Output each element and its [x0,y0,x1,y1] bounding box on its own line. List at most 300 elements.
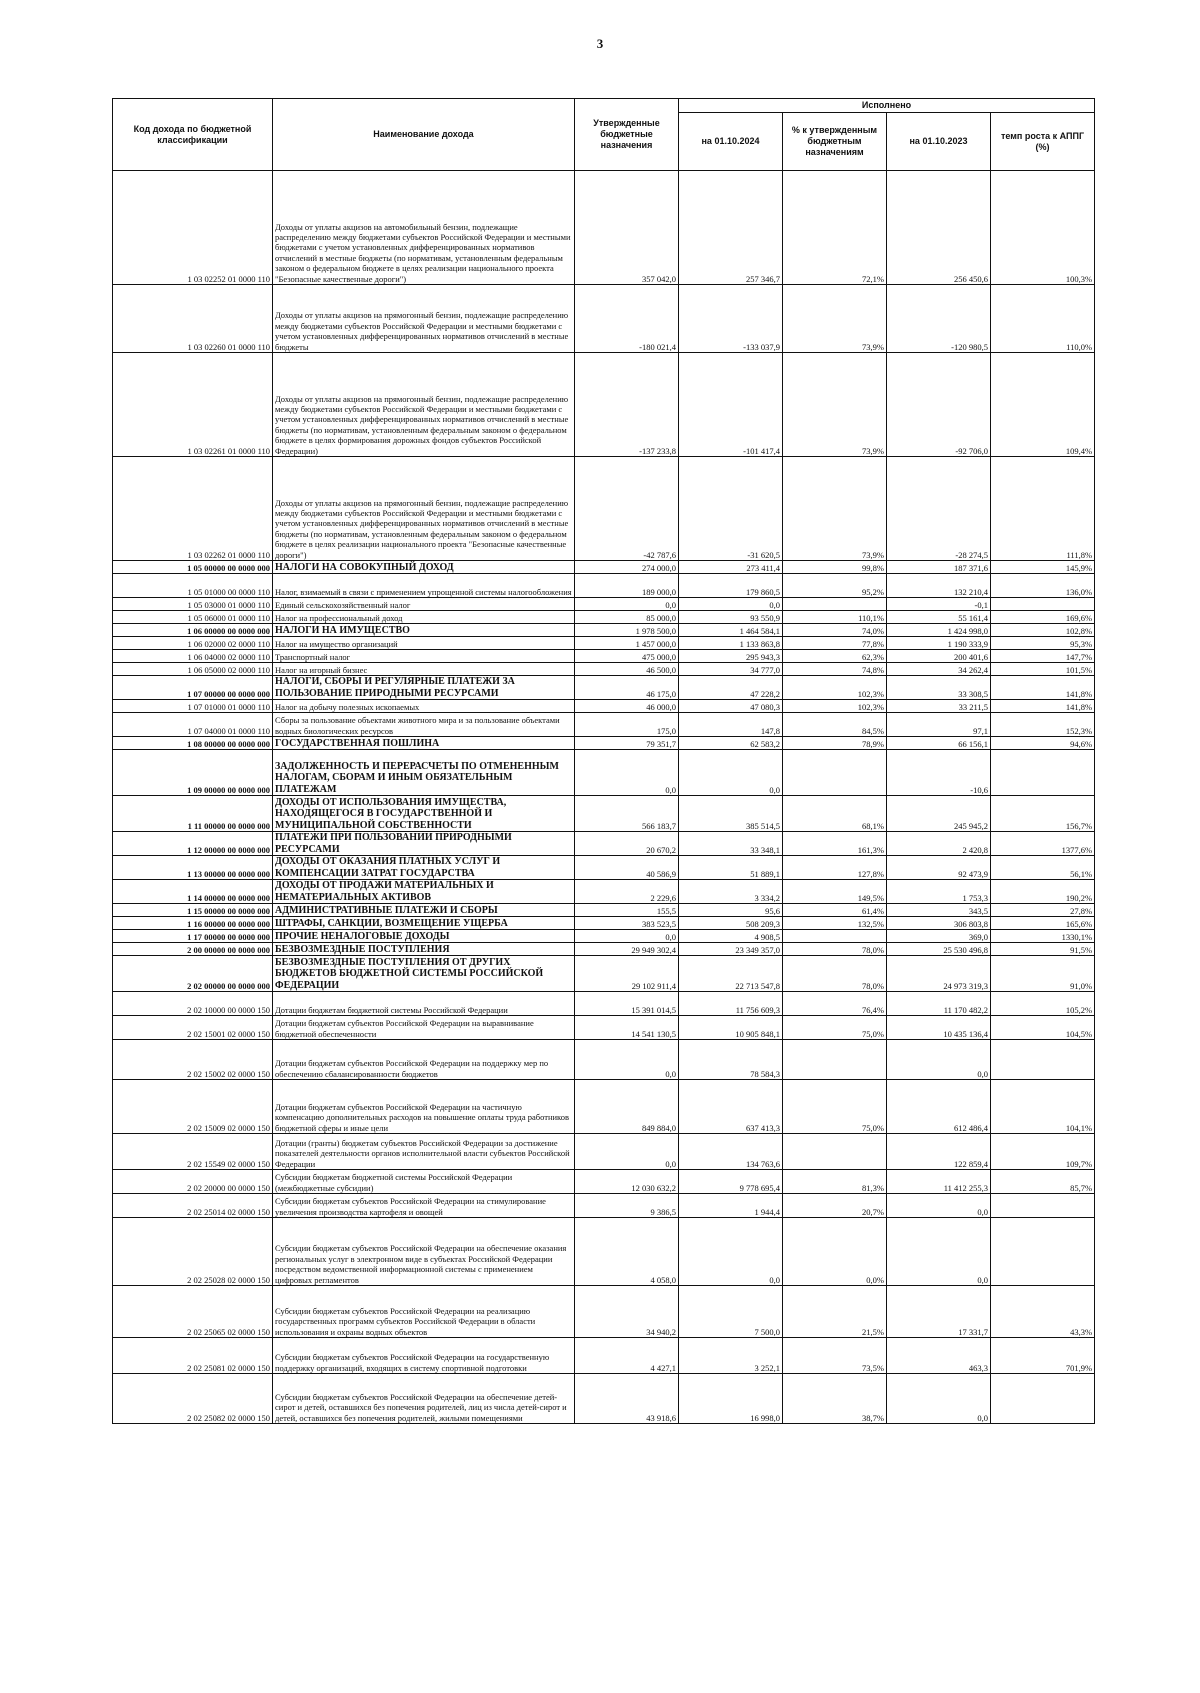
row-approved: 46 175,0 [575,676,679,700]
row-code: 1 05 03000 01 0000 110 [113,598,273,611]
table-row [113,561,1095,574]
row-code: 2 02 25028 02 0000 150 [113,1218,273,1286]
header-code: Код дохода по бюджетной классификации [113,99,273,171]
table-row [113,904,1095,917]
row-approved: 274 000,0 [575,561,679,574]
row-growth: 169,6% [991,611,1095,624]
row-exec-2023: 1 190 333,9 [887,637,991,650]
row-growth: 110,0% [991,285,1095,353]
row-approved: 1 457 000,0 [575,637,679,650]
row-exec-2023: 11 170 482,2 [887,992,991,1016]
row-approved: 0,0 [575,1040,679,1080]
row-exec-2023: -120 980,5 [887,285,991,353]
row-code: 1 15 00000 00 0000 000 [113,904,273,917]
row-code: 2 02 25014 02 0000 150 [113,1194,273,1218]
row-percent: 132,5% [783,917,887,930]
table-row [113,1080,1095,1134]
row-name: Субсидии бюджетам субъектов Российской Федерации на стимулирование увеличения производства картофеля и овощей [273,1194,575,1218]
row-approved: 85 000,0 [575,611,679,624]
row-code: 1 06 02000 02 0000 110 [113,637,273,650]
row-code: 1 06 04000 02 0000 110 [113,650,273,663]
row-name: ПЛАТЕЖИ ПРИ ПОЛЬЗОВАНИИ ПРИРОДНЫМИ РЕСУРСАМИ [273,832,575,856]
row-approved: 1 978 500,0 [575,624,679,637]
table-row [113,285,1095,353]
row-exec-2023: 245 945,2 [887,796,991,832]
row-growth: 156,7% [991,796,1095,832]
table-row [113,750,1095,796]
table-row [113,992,1095,1016]
table-row [113,1338,1095,1374]
row-exec-2023: 24 973 319,3 [887,956,991,992]
row-exec-2023: 369,0 [887,930,991,943]
row-growth: 43,3% [991,1286,1095,1338]
row-name: Доходы от уплаты акцизов на прямогонный бензин, подлежащие распределению между бюджетами субъектов Российской Федерации и местными бюджетами с учетом установленных дифференцированных нормативов отчислений в местные бюджеты [273,285,575,353]
row-exec-2023: 25 530 496,8 [887,943,991,956]
row-approved: 46 000,0 [575,700,679,713]
table-row [113,676,1095,700]
row-approved: 40 586,9 [575,856,679,880]
table-row [113,598,1095,611]
row-exec-2024: -133 037,9 [679,285,783,353]
row-name: Налог на добычу полезных ископаемых [273,700,575,713]
row-approved: 849 884,0 [575,1080,679,1134]
row-percent: 99,8% [783,561,887,574]
row-name: Дотации бюджетам субъектов Российской Федерации на выравнивание бюджетной обеспеченности [273,1016,575,1040]
row-name: Доходы от уплаты акцизов на прямогонный бензин, подлежащие распределению между бюджетами субъектов Российской Федерации и местными бюджетами с учетом установленных дифференцированных нормативов отчислений в местные бюджеты (по нормативам, установленным федеральным законом о федеральном бюджете в целях реализации национального проекта "Безопасные качественные дороги") [273,457,575,561]
row-approved: 14 541 130,5 [575,1016,679,1040]
row-approved: 4 058,0 [575,1218,679,1286]
row-growth: 27,8% [991,904,1095,917]
row-exec-2023: 343,5 [887,904,991,917]
row-code: 2 02 25081 02 0000 150 [113,1338,273,1374]
header-date-2024: на 01.10.2024 [679,113,783,171]
row-percent [783,1040,887,1080]
row-exec-2023: 0,0 [887,1374,991,1424]
row-growth: 111,8% [991,457,1095,561]
row-exec-2024: 4 908,5 [679,930,783,943]
row-growth: 1377,6% [991,832,1095,856]
row-exec-2024: 508 209,3 [679,917,783,930]
row-growth: 100,3% [991,171,1095,285]
row-exec-2024: 51 889,1 [679,856,783,880]
row-exec-2023: 1 424 998,0 [887,624,991,637]
table-row [113,1016,1095,1040]
row-name: Субсидии бюджетам субъектов Российской Федерации на государственную поддержку организаций, входящих в систему спортивной подготовки [273,1338,575,1374]
row-name: Налог на игорный бизнес [273,663,575,676]
row-code: 1 13 00000 00 0000 000 [113,856,273,880]
row-exec-2024: 0,0 [679,1218,783,1286]
table-row [113,1040,1095,1080]
header-growth: темп роста к АППГ (%) [991,113,1095,171]
row-approved: 15 391 014,5 [575,992,679,1016]
table-row [113,663,1095,676]
table-row [113,353,1095,457]
row-exec-2023: 463,3 [887,1338,991,1374]
revenue-table [112,98,1095,1424]
row-code: 2 02 15549 02 0000 150 [113,1134,273,1170]
row-exec-2024: -31 620,5 [679,457,783,561]
row-code: 1 11 00000 00 0000 000 [113,796,273,832]
row-name: Транспортный налог [273,650,575,663]
row-name: НАЛОГИ НА СОВОКУПНЫЙ ДОХОД [273,561,575,574]
row-name: Субсидии бюджетам бюджетной системы Российской Федерации (межбюджетные субсидии) [273,1170,575,1194]
row-code: 2 02 25065 02 0000 150 [113,1286,273,1338]
row-exec-2024: 1 944,4 [679,1194,783,1218]
row-code: 2 02 00000 00 0000 000 [113,956,273,992]
row-name: ДОХОДЫ ОТ ОКАЗАНИЯ ПЛАТНЫХ УСЛУГ И КОМПЕНСАЦИИ ЗАТРАТ ГОСУДАРСТВА [273,856,575,880]
row-name: Доходы от уплаты акцизов на прямогонный бензин, подлежащие распределению между бюджетами субъектов Российской Федерации и местными бюджетами с учетом установленных дифференцированных нормативов отчислений в местные бюджеты (по нормативам, установленным федеральным законом о федеральном бюджете в целях формирования дорожных фондов субъектов Российской Федерации) [273,353,575,457]
row-name: БЕЗВОЗМЕЗДНЫЕ ПОСТУПЛЕНИЯ [273,943,575,956]
row-exec-2024: 23 349 357,0 [679,943,783,956]
row-percent: 110,1% [783,611,887,624]
row-growth: 1330,1% [991,930,1095,943]
row-growth [991,598,1095,611]
row-exec-2023: -10,6 [887,750,991,796]
row-name: АДМИНИСТРАТИВНЫЕ ПЛАТЕЖИ И СБОРЫ [273,904,575,917]
row-approved: 2 229,6 [575,880,679,904]
row-exec-2024: 3 334,2 [679,880,783,904]
row-approved: 12 030 632,2 [575,1170,679,1194]
row-percent [783,598,887,611]
row-growth: 109,7% [991,1134,1095,1170]
row-exec-2024: 10 905 848,1 [679,1016,783,1040]
row-exec-2024: 7 500,0 [679,1286,783,1338]
header-executed: Исполнено [679,99,1095,113]
row-name: БЕЗВОЗМЕЗДНЫЕ ПОСТУПЛЕНИЯ ОТ ДРУГИХ БЮДЖЕТОВ БЮДЖЕТНОЙ СИСТЕМЫ РОССИЙСКОЙ ФЕДЕРАЦИИ [273,956,575,992]
header-approved: Утвержденные бюджетные назначения [575,99,679,171]
row-exec-2023: 55 161,4 [887,611,991,624]
row-percent: 78,0% [783,956,887,992]
table-row [113,856,1095,880]
row-code: 1 03 02260 01 0000 110 [113,285,273,353]
table-row [113,637,1095,650]
table-row [113,1194,1095,1218]
row-growth: 145,9% [991,561,1095,574]
row-growth: 56,1% [991,856,1095,880]
row-percent: 75,0% [783,1080,887,1134]
row-exec-2024: 34 777,0 [679,663,783,676]
row-code: 1 12 00000 00 0000 000 [113,832,273,856]
row-exec-2023: -92 706,0 [887,353,991,457]
row-exec-2024: 78 584,3 [679,1040,783,1080]
row-approved: -42 787,6 [575,457,679,561]
row-exec-2023: 1 753,3 [887,880,991,904]
row-growth: 104,5% [991,1016,1095,1040]
row-name: Налог на имущество организаций [273,637,575,650]
table-row [113,1374,1095,1424]
table-row [113,574,1095,598]
row-exec-2024: 179 860,5 [679,574,783,598]
row-exec-2024: 93 550,9 [679,611,783,624]
table-row [113,917,1095,930]
row-code: 1 16 00000 00 0000 000 [113,917,273,930]
row-exec-2023: 34 262,4 [887,663,991,676]
row-percent: 74,8% [783,663,887,676]
row-growth: 141,8% [991,676,1095,700]
row-exec-2024: 11 756 609,3 [679,992,783,1016]
row-growth: 147,7% [991,650,1095,663]
row-code: 1 14 00000 00 0000 000 [113,880,273,904]
row-code: 1 09 00000 00 0000 000 [113,750,273,796]
row-name: Сборы за пользование объектами животного мира и за пользование объектами водных биологических ресурсов [273,713,575,737]
row-percent: 84,5% [783,713,887,737]
row-growth: 109,4% [991,353,1095,457]
table-row [113,457,1095,561]
row-growth: 136,0% [991,574,1095,598]
row-growth: 94,6% [991,737,1095,750]
row-exec-2024: 33 348,1 [679,832,783,856]
row-exec-2024: 1 464 584,1 [679,624,783,637]
row-growth [991,1040,1095,1080]
row-percent: 78,0% [783,943,887,956]
row-approved: 29 949 302,4 [575,943,679,956]
table-row [113,700,1095,713]
row-exec-2023: -28 274,5 [887,457,991,561]
row-name: Доходы от уплаты акцизов на автомобильный бензин, подлежащие распределению между бюджетами субъектов Российской Федерации и местными бюджетами с учетом установленных дифференцированных нормативов отчислений в местные бюджеты (по нормативам, установленным федеральным законом о федеральном бюджете в целях реализации национального проекта "Безопасные качественные дороги") [273,171,575,285]
row-name: Субсидии бюджетам субъектов Российской Федерации на обеспечение оказания региональных услуг в электронном виде в субъектах Российской Федерации посредством ведомственной информационной системы с применением цифровых регламентов [273,1218,575,1286]
row-percent: 75,0% [783,1016,887,1040]
table-row [113,1170,1095,1194]
row-percent: 161,3% [783,832,887,856]
row-approved: 34 940,2 [575,1286,679,1338]
row-exec-2023: 0,0 [887,1194,991,1218]
row-growth: 152,3% [991,713,1095,737]
row-name: ДОХОДЫ ОТ ИСПОЛЬЗОВАНИЯ ИМУЩЕСТВА, НАХОДЯЩЕГОСЯ В ГОСУДАРСТВЕННОЙ И МУНИЦИПАЛЬНОЙ СОБСТВЕННОСТИ [273,796,575,832]
row-code: 1 05 00000 00 0000 000 [113,561,273,574]
row-exec-2024: 1 133 863,8 [679,637,783,650]
row-code: 2 02 15002 02 0000 150 [113,1040,273,1080]
row-exec-2024: 0,0 [679,750,783,796]
row-exec-2023: 2 420,8 [887,832,991,856]
row-exec-2024: 134 763,6 [679,1134,783,1170]
row-exec-2024: 62 583,2 [679,737,783,750]
row-approved: 79 351,7 [575,737,679,750]
row-name: Дотации бюджетам субъектов Российской Федерации на частичную компенсацию дополнительных расходов на повышение оплаты труда работников бюджетной сферы и иные цели [273,1080,575,1134]
row-growth: 101,5% [991,663,1095,676]
row-exec-2024: 16 998,0 [679,1374,783,1424]
row-code: 2 02 25082 02 0000 150 [113,1374,273,1424]
table-row [113,713,1095,737]
row-growth [991,1218,1095,1286]
row-growth: 190,2% [991,880,1095,904]
table-row [113,624,1095,637]
row-code: 1 07 04000 01 0000 110 [113,713,273,737]
row-exec-2023: 0,0 [887,1218,991,1286]
row-approved: 475 000,0 [575,650,679,663]
row-exec-2024: 257 346,7 [679,171,783,285]
row-percent: 149,5% [783,880,887,904]
row-code: 1 05 01000 00 0000 110 [113,574,273,598]
row-growth: 95,3% [991,637,1095,650]
row-exec-2023: 66 156,1 [887,737,991,750]
row-exec-2023: 10 435 136,4 [887,1016,991,1040]
row-exec-2023: 132 210,4 [887,574,991,598]
row-growth [991,750,1095,796]
row-exec-2023: 187 371,6 [887,561,991,574]
row-code: 2 00 00000 00 0000 000 [113,943,273,956]
table-row [113,943,1095,956]
row-approved: 20 670,2 [575,832,679,856]
table-row [113,880,1095,904]
row-percent: 78,9% [783,737,887,750]
row-approved: 29 102 911,4 [575,956,679,992]
row-percent [783,750,887,796]
row-percent: 21,5% [783,1286,887,1338]
row-code: 1 03 02252 01 0000 110 [113,171,273,285]
table-row [113,796,1095,832]
row-growth: 91,5% [991,943,1095,956]
row-exec-2023: 122 859,4 [887,1134,991,1170]
table-row [113,1134,1095,1170]
row-exec-2024: 95,6 [679,904,783,917]
row-code: 2 02 20000 00 0000 150 [113,1170,273,1194]
row-approved: 155,5 [575,904,679,917]
row-name: Единый сельскохозяйственный налог [273,598,575,611]
row-exec-2024: 47 228,2 [679,676,783,700]
row-exec-2024: 9 778 695,4 [679,1170,783,1194]
row-percent: 73,9% [783,285,887,353]
row-exec-2023: 0,0 [887,1040,991,1080]
header-percent: % к утвержденным бюджетным назначениям [783,113,887,171]
row-percent: 127,8% [783,856,887,880]
row-exec-2024: 0,0 [679,598,783,611]
row-exec-2023: 256 450,6 [887,171,991,285]
row-code: 1 03 02261 01 0000 110 [113,353,273,457]
row-name: Налог, взимаемый в связи с применением упрощенной системы налогообложения [273,574,575,598]
row-name: Дотации (гранты) бюджетам субъектов Российской Федерации за достижение показателей деятельности органов исполнительной власти субъектов Российской Федерации [273,1134,575,1170]
row-percent: 73,5% [783,1338,887,1374]
row-growth: 91,0% [991,956,1095,992]
row-code: 1 06 00000 00 0000 000 [113,624,273,637]
row-approved: 566 183,7 [575,796,679,832]
row-code: 2 02 15009 02 0000 150 [113,1080,273,1134]
row-percent: 76,4% [783,992,887,1016]
row-approved: 175,0 [575,713,679,737]
table-row [113,1218,1095,1286]
row-approved: -180 021,4 [575,285,679,353]
row-exec-2024: 3 252,1 [679,1338,783,1374]
row-growth [991,1194,1095,1218]
row-exec-2023: 200 401,6 [887,650,991,663]
row-percent: 68,1% [783,796,887,832]
row-percent: 102,3% [783,700,887,713]
row-name: Дотации бюджетам бюджетной системы Российской Федерации [273,992,575,1016]
row-exec-2023: -0,1 [887,598,991,611]
row-percent: 81,3% [783,1170,887,1194]
row-percent: 77,8% [783,637,887,650]
row-approved: -137 233,8 [575,353,679,457]
row-code: 1 17 00000 00 0000 000 [113,930,273,943]
row-name: НАЛОГИ НА ИМУЩЕСТВО [273,624,575,637]
row-approved: 0,0 [575,1134,679,1170]
row-code: 2 02 10000 00 0000 150 [113,992,273,1016]
row-growth: 701,9% [991,1338,1095,1374]
page-number: 3 [596,36,604,51]
row-name: Субсидии бюджетам субъектов Российской Федерации на реализацию государственных программ субъектов Российской Федерации в области использования и охраны водных объектов [273,1286,575,1338]
row-exec-2024: 637 413,3 [679,1080,783,1134]
row-code: 1 06 05000 02 0000 110 [113,663,273,676]
row-percent: 95,2% [783,574,887,598]
row-exec-2024: 22 713 547,8 [679,956,783,992]
table-row [113,171,1095,285]
row-code: 1 08 00000 00 0000 000 [113,737,273,750]
table-row [113,956,1095,992]
row-name: НАЛОГИ, СБОРЫ И РЕГУЛЯРНЫЕ ПЛАТЕЖИ ЗА ПОЛЬЗОВАНИЕ ПРИРОДНЫМИ РЕСУРСАМИ [273,676,575,700]
row-name: Субсидии бюджетам субъектов Российской Федерации на обеспечение детей-сирот и детей, оставшихся без попечения родителей, лиц из числа детей-сирот и детей, оставшихся без попечения родителей, жилыми помещениями [273,1374,575,1424]
row-percent: 20,7% [783,1194,887,1218]
row-growth [991,1374,1095,1424]
row-exec-2023: 306 803,8 [887,917,991,930]
row-code: 1 07 00000 00 0000 000 [113,676,273,700]
table-row [113,737,1095,750]
table-row [113,1286,1095,1338]
row-code: 1 07 01000 01 0000 110 [113,700,273,713]
row-name: ШТРАФЫ, САНКЦИИ, ВОЗМЕЩЕНИЕ УЩЕРБА [273,917,575,930]
row-exec-2023: 17 331,7 [887,1286,991,1338]
row-exec-2023: 612 486,4 [887,1080,991,1134]
row-percent: 102,3% [783,676,887,700]
table-row [113,930,1095,943]
row-growth: 165,6% [991,917,1095,930]
row-percent: 73,9% [783,457,887,561]
table-row [113,650,1095,663]
row-name: Налог на профессиональный доход [273,611,575,624]
row-growth: 102,8% [991,624,1095,637]
row-approved: 4 427,1 [575,1338,679,1374]
row-percent: 38,7% [783,1374,887,1424]
row-name: ЗАДОЛЖЕННОСТЬ И ПЕРЕРАСЧЕТЫ ПО ОТМЕНЕННЫМ НАЛОГАМ, СБОРАМ И ИНЫМ ОБЯЗАТЕЛЬНЫМ ПЛАТЕЖАМ [273,750,575,796]
table-row [113,611,1095,624]
row-approved: 189 000,0 [575,574,679,598]
table-body [113,171,1095,1424]
row-exec-2024: 295 943,3 [679,650,783,663]
row-percent: 61,4% [783,904,887,917]
row-exec-2024: 147,8 [679,713,783,737]
row-approved: 0,0 [575,930,679,943]
row-code: 1 03 02262 01 0000 110 [113,457,273,561]
row-growth: 85,7% [991,1170,1095,1194]
row-percent: 62,3% [783,650,887,663]
row-name: ПРОЧИЕ НЕНАЛОГОВЫЕ ДОХОДЫ [273,930,575,943]
row-approved: 43 918,6 [575,1374,679,1424]
row-exec-2023: 92 473,9 [887,856,991,880]
row-name: ГОСУДАРСТВЕННАЯ ПОШЛИНА [273,737,575,750]
table-row [113,832,1095,856]
row-percent: 0,0% [783,1218,887,1286]
row-percent [783,930,887,943]
header-name: Наименование дохода [273,99,575,171]
row-exec-2024: 47 080,3 [679,700,783,713]
row-approved: 0,0 [575,598,679,611]
row-approved: 383 523,5 [575,917,679,930]
row-exec-2024: 273 411,4 [679,561,783,574]
row-percent: 72,1% [783,171,887,285]
row-approved: 46 500,0 [575,663,679,676]
row-name: Дотации бюджетам субъектов Российской Федерации на поддержку мер по обеспечению сбалансированности бюджетов [273,1040,575,1080]
row-exec-2023: 33 308,5 [887,676,991,700]
row-code: 1 05 06000 01 0000 110 [113,611,273,624]
row-growth: 105,2% [991,992,1095,1016]
row-percent: 74,0% [783,624,887,637]
row-growth: 104,1% [991,1080,1095,1134]
row-exec-2023: 97,1 [887,713,991,737]
row-growth: 141,8% [991,700,1095,713]
row-exec-2023: 33 211,5 [887,700,991,713]
row-approved: 357 042,0 [575,171,679,285]
header-date-2023: на 01.10.2023 [887,113,991,171]
row-percent [783,1134,887,1170]
row-percent: 73,9% [783,353,887,457]
